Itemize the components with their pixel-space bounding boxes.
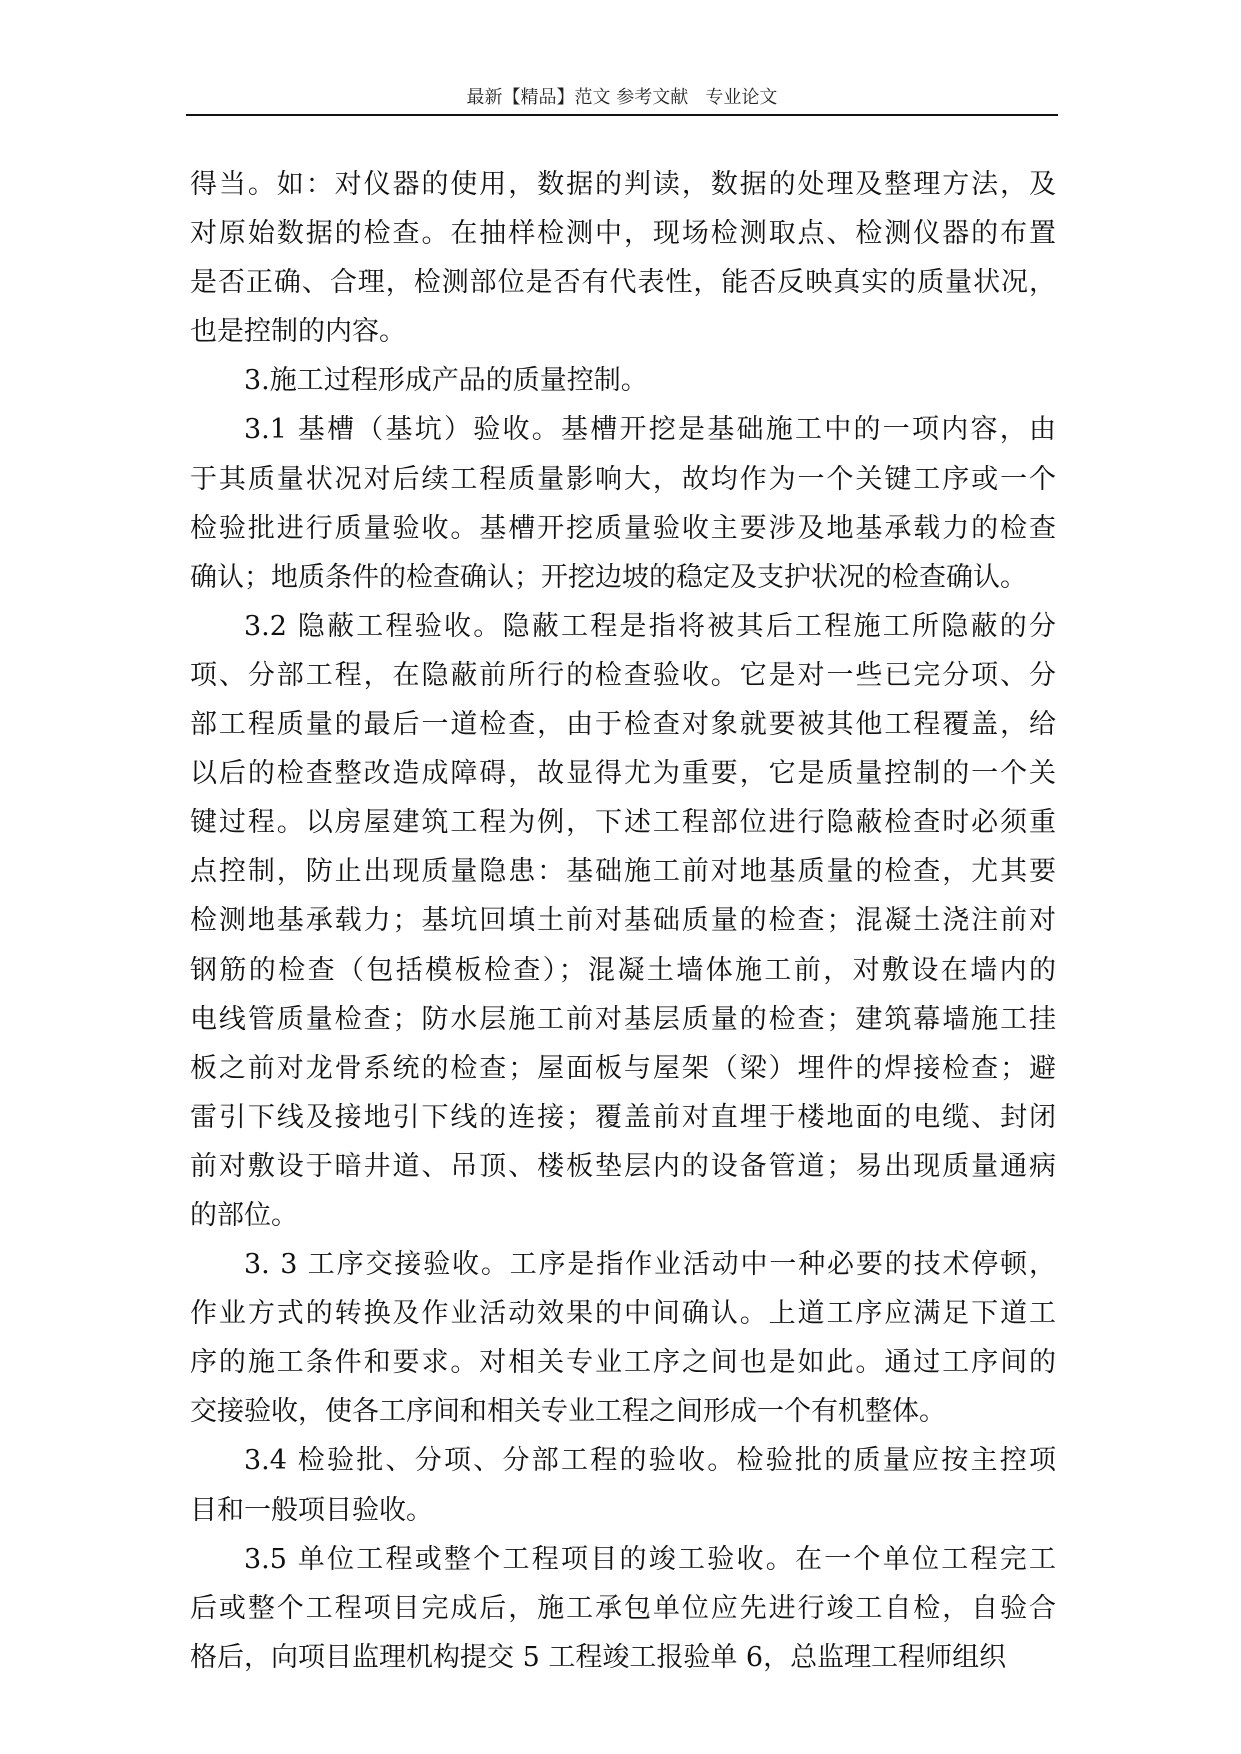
text-line: 检验批进行质量验收。基槽开挖质量验收主要涉及地基承载力的检查 bbox=[190, 512, 1056, 544]
paragraph-p4 bbox=[190, 602, 1056, 1240]
paragraph-p1 bbox=[190, 160, 1056, 356]
text-line: 对原始数据的检查。在抽样检测中，现场检测取点、检测仪器的布置 bbox=[190, 218, 1056, 250]
header-divider bbox=[186, 114, 1058, 116]
text-line: 3.2 隐蔽工程验收。隐蔽工程是指将被其后工程施工所隐蔽的分 bbox=[244, 610, 1056, 642]
text-line: 于其质量状况对后续工程质量影响大，故均作为一个关键工序或一个 bbox=[190, 463, 1056, 495]
text-line: 检测地基承载力；基坑回填土前对基础质量的检查；混凝土浇注前对 bbox=[190, 905, 1056, 937]
paragraph-p2 bbox=[190, 356, 1056, 405]
running-header: 最新【精品】范文 参考文献 专业论文 bbox=[466, 87, 778, 108]
text-line: 格后，向项目监理机构提交 5 工程竣工报验单 6，总监理工程师组织 bbox=[190, 1641, 1007, 1673]
text-line: 3.1 基槽（基坑）验收。基槽开挖是基础施工中的一项内容，由 bbox=[244, 414, 1056, 446]
text-line: 3. 3 工序交接验收。工序是指作业活动中一种必要的技术停顿， bbox=[244, 1249, 1056, 1281]
text-line: 以后的检查整改造成障碍，故显得尤为重要，它是质量控制的一个关 bbox=[190, 758, 1056, 790]
text-line: 序的施工条件和要求。对相关专业工序之间也是如此。通过工序间的 bbox=[190, 1347, 1056, 1379]
paragraph-p5 bbox=[190, 1240, 1056, 1436]
body-text bbox=[190, 160, 1056, 1682]
text-line: 点控制，防止出现质量隐患：基础施工前对地基质量的检查，尤其要 bbox=[190, 856, 1056, 888]
text-line: 3.施工过程形成产品的质量控制。 bbox=[244, 365, 648, 397]
text-line: 得当。如：对仪器的使用，数据的判读，数据的处理及整理方法，及 bbox=[190, 169, 1056, 200]
text-line: 目和一般项目验收。 bbox=[190, 1494, 433, 1526]
text-line: 确认；地质条件的检查确认；开挖边坡的稳定及支护状况的检查确认。 bbox=[190, 561, 1027, 593]
text-line: 板之前对龙骨系统的检查；屋面板与屋架（梁）埋件的焊接检查；避 bbox=[190, 1052, 1056, 1084]
text-line: 交接验收，使各工序间和相关专业工程之间形成一个有机整体。 bbox=[190, 1396, 946, 1428]
text-line: 3.5 单位工程或整个工程项目的竣工验收。在一个单位工程完工 bbox=[244, 1543, 1056, 1575]
paragraph-p7 bbox=[190, 1535, 1056, 1682]
text-line: 3.4 检验批、分项、分部工程的验收。检验批的质量应按主控项 bbox=[244, 1445, 1056, 1477]
paragraph-p3 bbox=[190, 405, 1056, 601]
text-line: 后或整个工程项目完成后，施工承包单位应先进行竣工自检，自验合 bbox=[190, 1592, 1056, 1624]
text-line: 作业方式的转换及作业活动效果的中间确认。上道工序应满足下道工 bbox=[190, 1298, 1056, 1330]
paragraph-p6 bbox=[190, 1436, 1056, 1534]
text-line: 也是控制的内容。 bbox=[190, 316, 406, 348]
text-line: 键过程。以房屋建筑工程为例，下述工程部位进行隐蔽检查时必须重 bbox=[190, 807, 1056, 839]
text-line: 部工程质量的最后一道检查，由于检查对象就要被其他工程覆盖，给 bbox=[190, 709, 1056, 741]
text-line: 雷引下线及接地引下线的连接；覆盖前对直埋于楼地面的电缆、封闭 bbox=[190, 1101, 1056, 1133]
text-line: 的部位。 bbox=[190, 1199, 298, 1231]
text-line: 钢筋的检查（包括模板检查）；混凝土墙体施工前，对敷设在墙内的 bbox=[190, 954, 1056, 986]
text-line: 电线管质量检查；防水层施工前对基层质量的检查；建筑幕墙施工挂 bbox=[190, 1003, 1056, 1035]
text-line: 项、分部工程，在隐蔽前所行的检查验收。它是对一些已完分项、分 bbox=[190, 659, 1056, 691]
text-line: 前对敷设于暗井道、吊顶、楼板垫层内的设备管道；易出现质量通病 bbox=[190, 1150, 1056, 1182]
text-line: 是否正确、合理，检测部位是否有代表性，能否反映真实的质量状况， bbox=[190, 267, 1056, 299]
